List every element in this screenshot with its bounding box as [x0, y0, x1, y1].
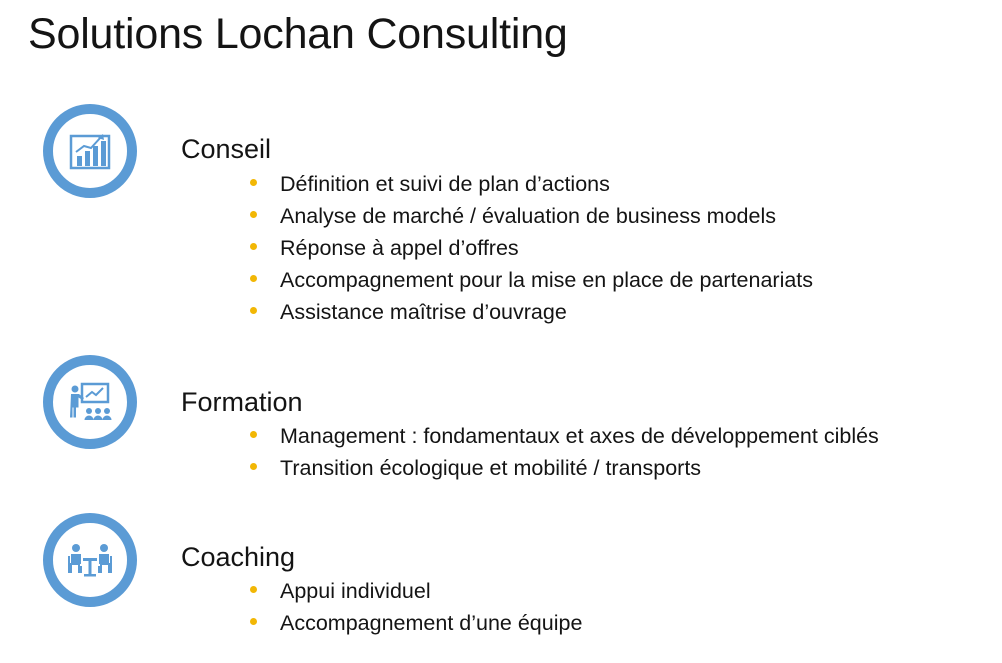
bullet-list [250, 168, 813, 328]
bullet-dot [250, 463, 257, 470]
teacher-presentation-icon [43, 355, 137, 449]
list-item-text: Accompagnement d’une équipe [280, 611, 583, 635]
bullet-dot [250, 243, 257, 250]
meeting-table-icon [43, 513, 137, 607]
list-item-text: Accompagnement pour la mise en place de partenariats [280, 268, 814, 292]
bullet-dot [250, 275, 257, 282]
list-item-text: Transition écologique et mobilité / transports [280, 456, 702, 480]
list-item [250, 452, 879, 484]
list-item [250, 264, 813, 296]
bullet-dot [250, 179, 257, 186]
list-item-text: Assistance maîtrise d’ouvrage [280, 300, 567, 324]
bullet-dot [250, 431, 257, 438]
bullet-dot [250, 211, 257, 218]
list-item-text: Appui individuel [280, 579, 431, 603]
list-item [250, 232, 813, 264]
list-item [250, 607, 582, 639]
bullet-dot [250, 586, 257, 593]
list-item-text: Analyse de marché / évaluation de business models [280, 204, 776, 228]
list-item [250, 168, 813, 200]
list-item [250, 575, 582, 607]
bullet-list [250, 420, 879, 484]
list-item-text: Réponse à appel d’offres [280, 236, 519, 260]
list-item-text: Définition et suivi de plan d’actions [280, 172, 610, 196]
list-item [250, 420, 879, 452]
bullet-dot [250, 307, 257, 314]
list-item [250, 296, 813, 328]
list-item-text: Management : fondamentaux et axes de développement ciblés [280, 424, 879, 448]
bullet-dot [250, 618, 257, 625]
section-heading: Formation [181, 387, 303, 417]
section-heading: Conseil [181, 134, 272, 164]
page-title: Solutions Lochan Consulting [28, 10, 568, 58]
bar-chart-icon [43, 104, 137, 198]
list-item [250, 200, 813, 232]
section-heading: Coaching [181, 542, 296, 572]
bullet-list [250, 575, 582, 639]
